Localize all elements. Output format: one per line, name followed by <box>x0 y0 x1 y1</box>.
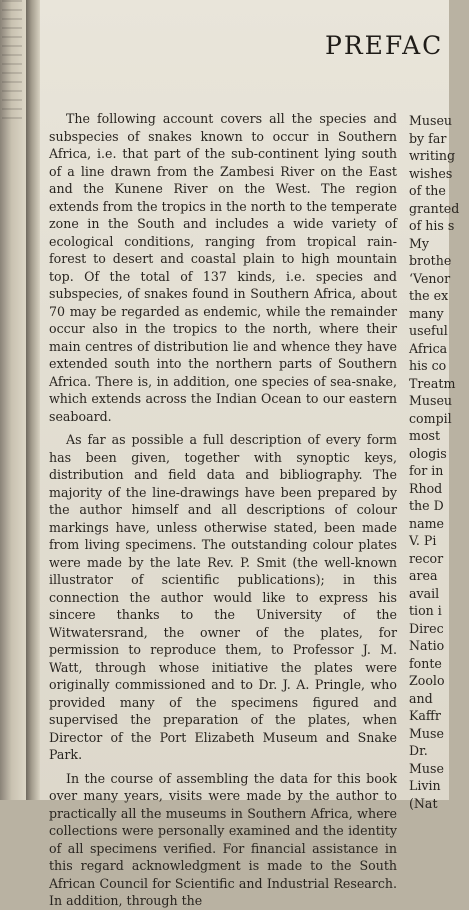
column-line: fonte <box>409 655 442 671</box>
column-line: Treatm <box>409 375 456 391</box>
column-line: Muse <box>409 725 444 741</box>
column-line: area <box>409 568 438 583</box>
column-line: ologis <box>409 445 447 461</box>
column-line: V. Pi <box>409 533 437 548</box>
page-heading: PREFAC <box>325 31 444 60</box>
column-line: useful <box>409 323 448 338</box>
column-line: My <box>409 235 430 251</box>
paragraph: In the course of assembling the data for this book over many years, visits were made by the author to practically all the museums in Southern Africa, where collections were personally examined and the identity of all specimens verified. For financial assistance in this regard acknowledgment is made to the South African Council for Scientific and Industrial Research. In addition, through the <box>49 770 397 908</box>
column-line: of his s <box>409 218 455 233</box>
column-line: Zoolo <box>409 673 445 688</box>
column-line: Direc <box>409 620 444 636</box>
column-line: for in <box>409 463 444 478</box>
column-line: of the <box>409 183 446 198</box>
column-line: Museu <box>409 113 453 128</box>
book-gutter <box>26 0 40 800</box>
facing-page-edge <box>0 0 26 800</box>
paragraph: As far as possible a full description of every form has been given, together with synoptic keys, distribution and field data and bibliography. The majority of the line-drawings have been prepared by the author himself and all descriptions of colour markings have, unless otherwise stated, been made from living specimens. The outstanding colour plates were made by the late Rev. P. Smit (the well-known illustrator of scientific publications); in this connection the author would like to express his sincere thanks to the University of the Witwatersrand, the owner of the plates, for permission to reproduce them, to Professor J. M. Watt, through whose initiative the plates were originally commissioned and to Dr. J. A. Pringle, who provided many of the specimens figured and supervised the preparation of the plates, when Director of the Port Elizabeth Museum and Snake Park. <box>49 432 397 762</box>
column-line: most <box>409 428 441 443</box>
column-line: Africa <box>409 340 448 356</box>
column-line: Museu <box>409 393 453 408</box>
column-line: and <box>409 690 433 706</box>
column-line: Natio <box>409 638 445 653</box>
column-line: Rhod <box>409 480 443 496</box>
column-line: by far <box>409 130 447 146</box>
column-line: brothe <box>409 253 452 268</box>
column-line: writing <box>409 148 456 163</box>
column-line: recor <box>409 550 444 566</box>
column-line: granted <box>409 200 460 216</box>
column-line: Livin <box>409 778 441 793</box>
column-line: his co <box>409 358 447 373</box>
column-line: (Nat <box>409 795 438 811</box>
column-line: name <box>409 515 445 531</box>
column-line: Kaffr <box>409 708 441 723</box>
column-line: avail <box>409 585 440 601</box>
column-line: Dr. <box>409 743 428 758</box>
column-line: wishes <box>409 165 453 181</box>
facing-page-text-bleed <box>2 0 22 120</box>
column-line: compil <box>409 410 452 426</box>
column-line: Muse <box>409 760 444 776</box>
column-line: the ex <box>409 288 449 303</box>
column-line: many <box>409 305 444 321</box>
book-page <box>40 0 460 908</box>
main-text-column <box>49 110 397 910</box>
column-line: the D <box>409 498 444 513</box>
adjacent-text-column <box>409 112 469 812</box>
column-line: tion i <box>409 603 442 618</box>
column-line: ‘Venor <box>409 270 451 286</box>
paragraph: The following account covers all the species and subspecies of snakes known to occur in Southern Africa, i.e. that part of the sub-continent lying south of a line drawn from the Zambesi River on the East and the Kunene River on the West. The region extends from the tropics in the north to the temperate zone in the South and includes a wide variety of ecological conditions, ranging from tropical rain-forest to desert and coastal plain to high mountain top. Of the total of 137 kinds, i.e. species and subspecies, of snakes found in Southern Africa, about 70 may be regarded as endemic, while the remainder occur also in the tropics to the north, where their main centres of distribution lie and whence they have extended south into the northern parts of Southern Africa. There is, in addition, one species of sea-snake, which extends across the Indian Ocean to our eastern seaboard. <box>49 111 397 424</box>
